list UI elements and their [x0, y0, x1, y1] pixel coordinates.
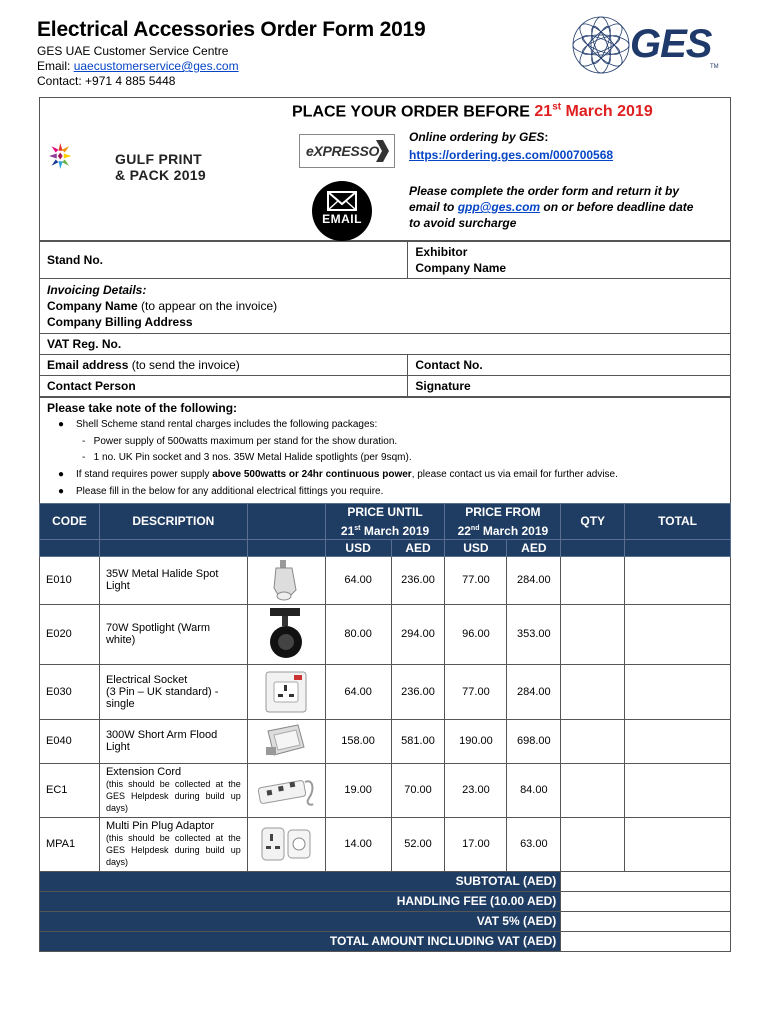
vat-input[interactable]: [561, 911, 731, 931]
row-qty-input[interactable]: [561, 556, 625, 604]
price-table: [39, 503, 731, 952]
col-total: TOTAL: [625, 504, 731, 540]
row-from-aed: 698.00: [507, 719, 561, 763]
email-instruction: Please complete the order form and return it by email to gpp@ges.com on or before deadline date to avoid surcharge: [409, 184, 694, 230]
row-from-usd: 77.00: [445, 664, 507, 719]
event-name-line1: GULF PRINT: [115, 151, 202, 167]
email-icon-label: EMAIL: [322, 212, 362, 226]
handling-row: [40, 891, 731, 911]
service-centre: GES UAE Customer Service Centre: [37, 44, 229, 58]
order-email-link[interactable]: gpp@ges.com: [457, 200, 541, 214]
email-line: [37, 59, 239, 73]
row-total-input[interactable]: [625, 604, 731, 664]
price-from-date: 22nd March 2019: [445, 521, 561, 540]
row-image: [247, 719, 325, 763]
row-image: [247, 604, 325, 664]
row-from-aed: 353.00: [507, 604, 561, 664]
row-description: 35W Metal Halide Spot Light: [99, 556, 247, 604]
row-image: [247, 664, 325, 719]
exhibitor-details-table: [39, 241, 731, 397]
exhibitor-company-field[interactable]: Exhibitor Company Name: [408, 242, 731, 279]
row-from-aed: 284.00: [507, 664, 561, 719]
row-qty-input[interactable]: [561, 719, 625, 763]
row-code: E040: [40, 719, 100, 763]
contact-person-field[interactable]: Contact Person: [40, 376, 408, 397]
socket-icon: [264, 670, 308, 714]
expresso-logo-text: eXPRESSO: [306, 143, 380, 159]
row-qty-input[interactable]: [561, 664, 625, 719]
row-until-aed: 52.00: [391, 817, 445, 871]
row-description: 300W Short Arm Flood Light: [99, 719, 247, 763]
email-envelope-icon: [311, 180, 373, 242]
floodlight-icon: [264, 723, 308, 759]
col-qty: QTY: [561, 504, 625, 540]
row-until-aed: 581.00: [391, 719, 445, 763]
spotlight-black-icon: [266, 606, 306, 662]
row-total-input[interactable]: [625, 817, 731, 871]
row-until-usd: 19.00: [325, 763, 391, 817]
row-from-usd: 17.00: [445, 817, 507, 871]
email-label: Email:: [37, 59, 74, 73]
row-description: 70W Spotlight (Warm white): [99, 604, 247, 664]
until-aed: AED: [391, 539, 445, 556]
subtotal-label: SUBTOTAL (AED): [40, 871, 561, 891]
row-code: E030: [40, 664, 100, 719]
row-until-usd: 64.00: [325, 664, 391, 719]
row-until-usd: 64.00: [325, 556, 391, 604]
col-code: CODE: [40, 504, 100, 540]
contact-line: Contact: +971 4 885 5448: [37, 74, 176, 88]
table-row: [40, 604, 731, 664]
plug-adaptor-icon: [256, 822, 316, 866]
table-row: [40, 719, 731, 763]
row-image: [247, 556, 325, 604]
handling-fee-label: HANDLING FEE (10.00 AED): [40, 891, 561, 911]
row-until-usd: 158.00: [325, 719, 391, 763]
from-usd: USD: [445, 539, 507, 556]
expresso-chevron-icon: [374, 138, 390, 164]
note-dash-2: - 1 no. UK Pin socket and 3 nos. 35W Metal Halide spotlights (per 9sqm).: [82, 452, 412, 463]
row-description: Extension Cord (this should be collected at the GES Helpdesk during build up days): [99, 763, 247, 817]
vat-row: [40, 911, 731, 931]
table-row: [40, 817, 731, 871]
stand-no-field[interactable]: Stand No.: [40, 242, 408, 279]
row-until-usd: 14.00: [325, 817, 391, 871]
row-until-aed: 236.00: [391, 664, 445, 719]
row-until-usd: 80.00: [325, 604, 391, 664]
row-description: Multi Pin Plug Adaptor (this should be collected at the GES Helpdesk during build up days): [99, 817, 247, 871]
row-total-input[interactable]: [625, 719, 731, 763]
col-desc-spacer: [99, 539, 247, 556]
gulf-print-pack-star-icon: [48, 116, 118, 196]
row-code: EC1: [40, 763, 100, 817]
subtotal-row: [40, 871, 731, 891]
customer-service-email-link[interactable]: uaecustomerservice@ges.com: [73, 59, 239, 73]
row-qty-input[interactable]: [561, 763, 625, 817]
grand-total-input[interactable]: [561, 931, 731, 951]
row-until-aed: 70.00: [391, 763, 445, 817]
row-from-usd: 96.00: [445, 604, 507, 664]
row-total-input[interactable]: [625, 664, 731, 719]
email-address-field[interactable]: Email address (to send the invoice): [40, 355, 408, 376]
handling-fee-input[interactable]: [561, 891, 731, 911]
extension-cord-icon: [255, 770, 317, 810]
row-total-input[interactable]: [625, 556, 731, 604]
row-description: Electrical Socket (3 Pin – UK standard) - single: [99, 664, 247, 719]
note-bullet-1: ● Shell Scheme stand rental charges includes the following packages:: [58, 419, 378, 430]
ges-logo-text: GES: [630, 22, 712, 66]
price-until-date: 21st March 2019: [325, 521, 445, 540]
note-dash-1: - Power supply of 500watts maximum per stand for the show duration.: [82, 436, 398, 447]
notes-title: Please take note of the following:: [47, 401, 238, 415]
row-total-input[interactable]: [625, 763, 731, 817]
col-code-spacer: [40, 539, 100, 556]
deadline-date: 21st March 2019: [534, 102, 653, 121]
ges-trademark: TM: [710, 64, 719, 70]
col-image: [247, 504, 325, 540]
col-qty-spacer: [561, 539, 625, 556]
grand-total-label: TOTAL AMOUNT INCLUDING VAT (AED): [40, 931, 561, 951]
col-description: DESCRIPTION: [99, 504, 247, 540]
note-bullet-2: ● If stand requires power supply above 500watts or 24hr continuous power, please contact us via email for further advise.: [58, 469, 618, 480]
until-usd: USD: [325, 539, 391, 556]
row-from-usd: 190.00: [445, 719, 507, 763]
vat-label: VAT 5% (AED): [40, 911, 561, 931]
row-from-aed: 84.00: [507, 763, 561, 817]
row-from-usd: 77.00: [445, 556, 507, 604]
col-price-from: PRICE FROM: [445, 504, 561, 521]
col-price-until: PRICE UNTIL: [325, 504, 445, 521]
table-row: [40, 664, 731, 719]
table-row: [40, 556, 731, 604]
invoicing-details-field[interactable]: Invoicing Details: Company Name (to appear on the invoice) Company Billing Address: [40, 279, 731, 334]
table-row: [40, 763, 731, 817]
row-from-aed: 63.00: [507, 817, 561, 871]
subtotal-input[interactable]: [561, 871, 731, 891]
from-aed: AED: [507, 539, 561, 556]
row-from-usd: 23.00: [445, 763, 507, 817]
online-ordering-label: Online ordering by GES:: [409, 130, 549, 144]
row-code: E020: [40, 604, 100, 664]
row-until-aed: 294.00: [391, 604, 445, 664]
col-image-spacer: [247, 539, 325, 556]
row-code: E010: [40, 556, 100, 604]
row-image: [247, 817, 325, 871]
vat-reg-field[interactable]: VAT Reg. No.: [40, 334, 731, 355]
row-qty-input[interactable]: [561, 604, 625, 664]
page-title: Electrical Accessories Order Form 2019: [37, 18, 426, 41]
note-bullet-3: ● Please fill in the below for any additional electrical fittings you require.: [58, 486, 384, 497]
event-name-line2: & PACK 2019: [115, 167, 206, 183]
grand-total-row: [40, 931, 731, 951]
row-code: MPA1: [40, 817, 100, 871]
contact-no-field[interactable]: Contact No.: [408, 355, 731, 376]
signature-field[interactable]: Signature: [408, 376, 731, 397]
col-total-spacer: [625, 539, 731, 556]
row-qty-input[interactable]: [561, 817, 625, 871]
spotlight-icon: [266, 558, 306, 602]
row-from-aed: 284.00: [507, 556, 561, 604]
order-deadline: PLACE YOUR ORDER BEFORE 21st March 2019: [292, 102, 653, 121]
row-image: [247, 763, 325, 817]
notes-box: [39, 397, 731, 505]
row-until-aed: 236.00: [391, 556, 445, 604]
online-ordering-link[interactable]: https://ordering.ges.com/000700568: [409, 148, 614, 162]
